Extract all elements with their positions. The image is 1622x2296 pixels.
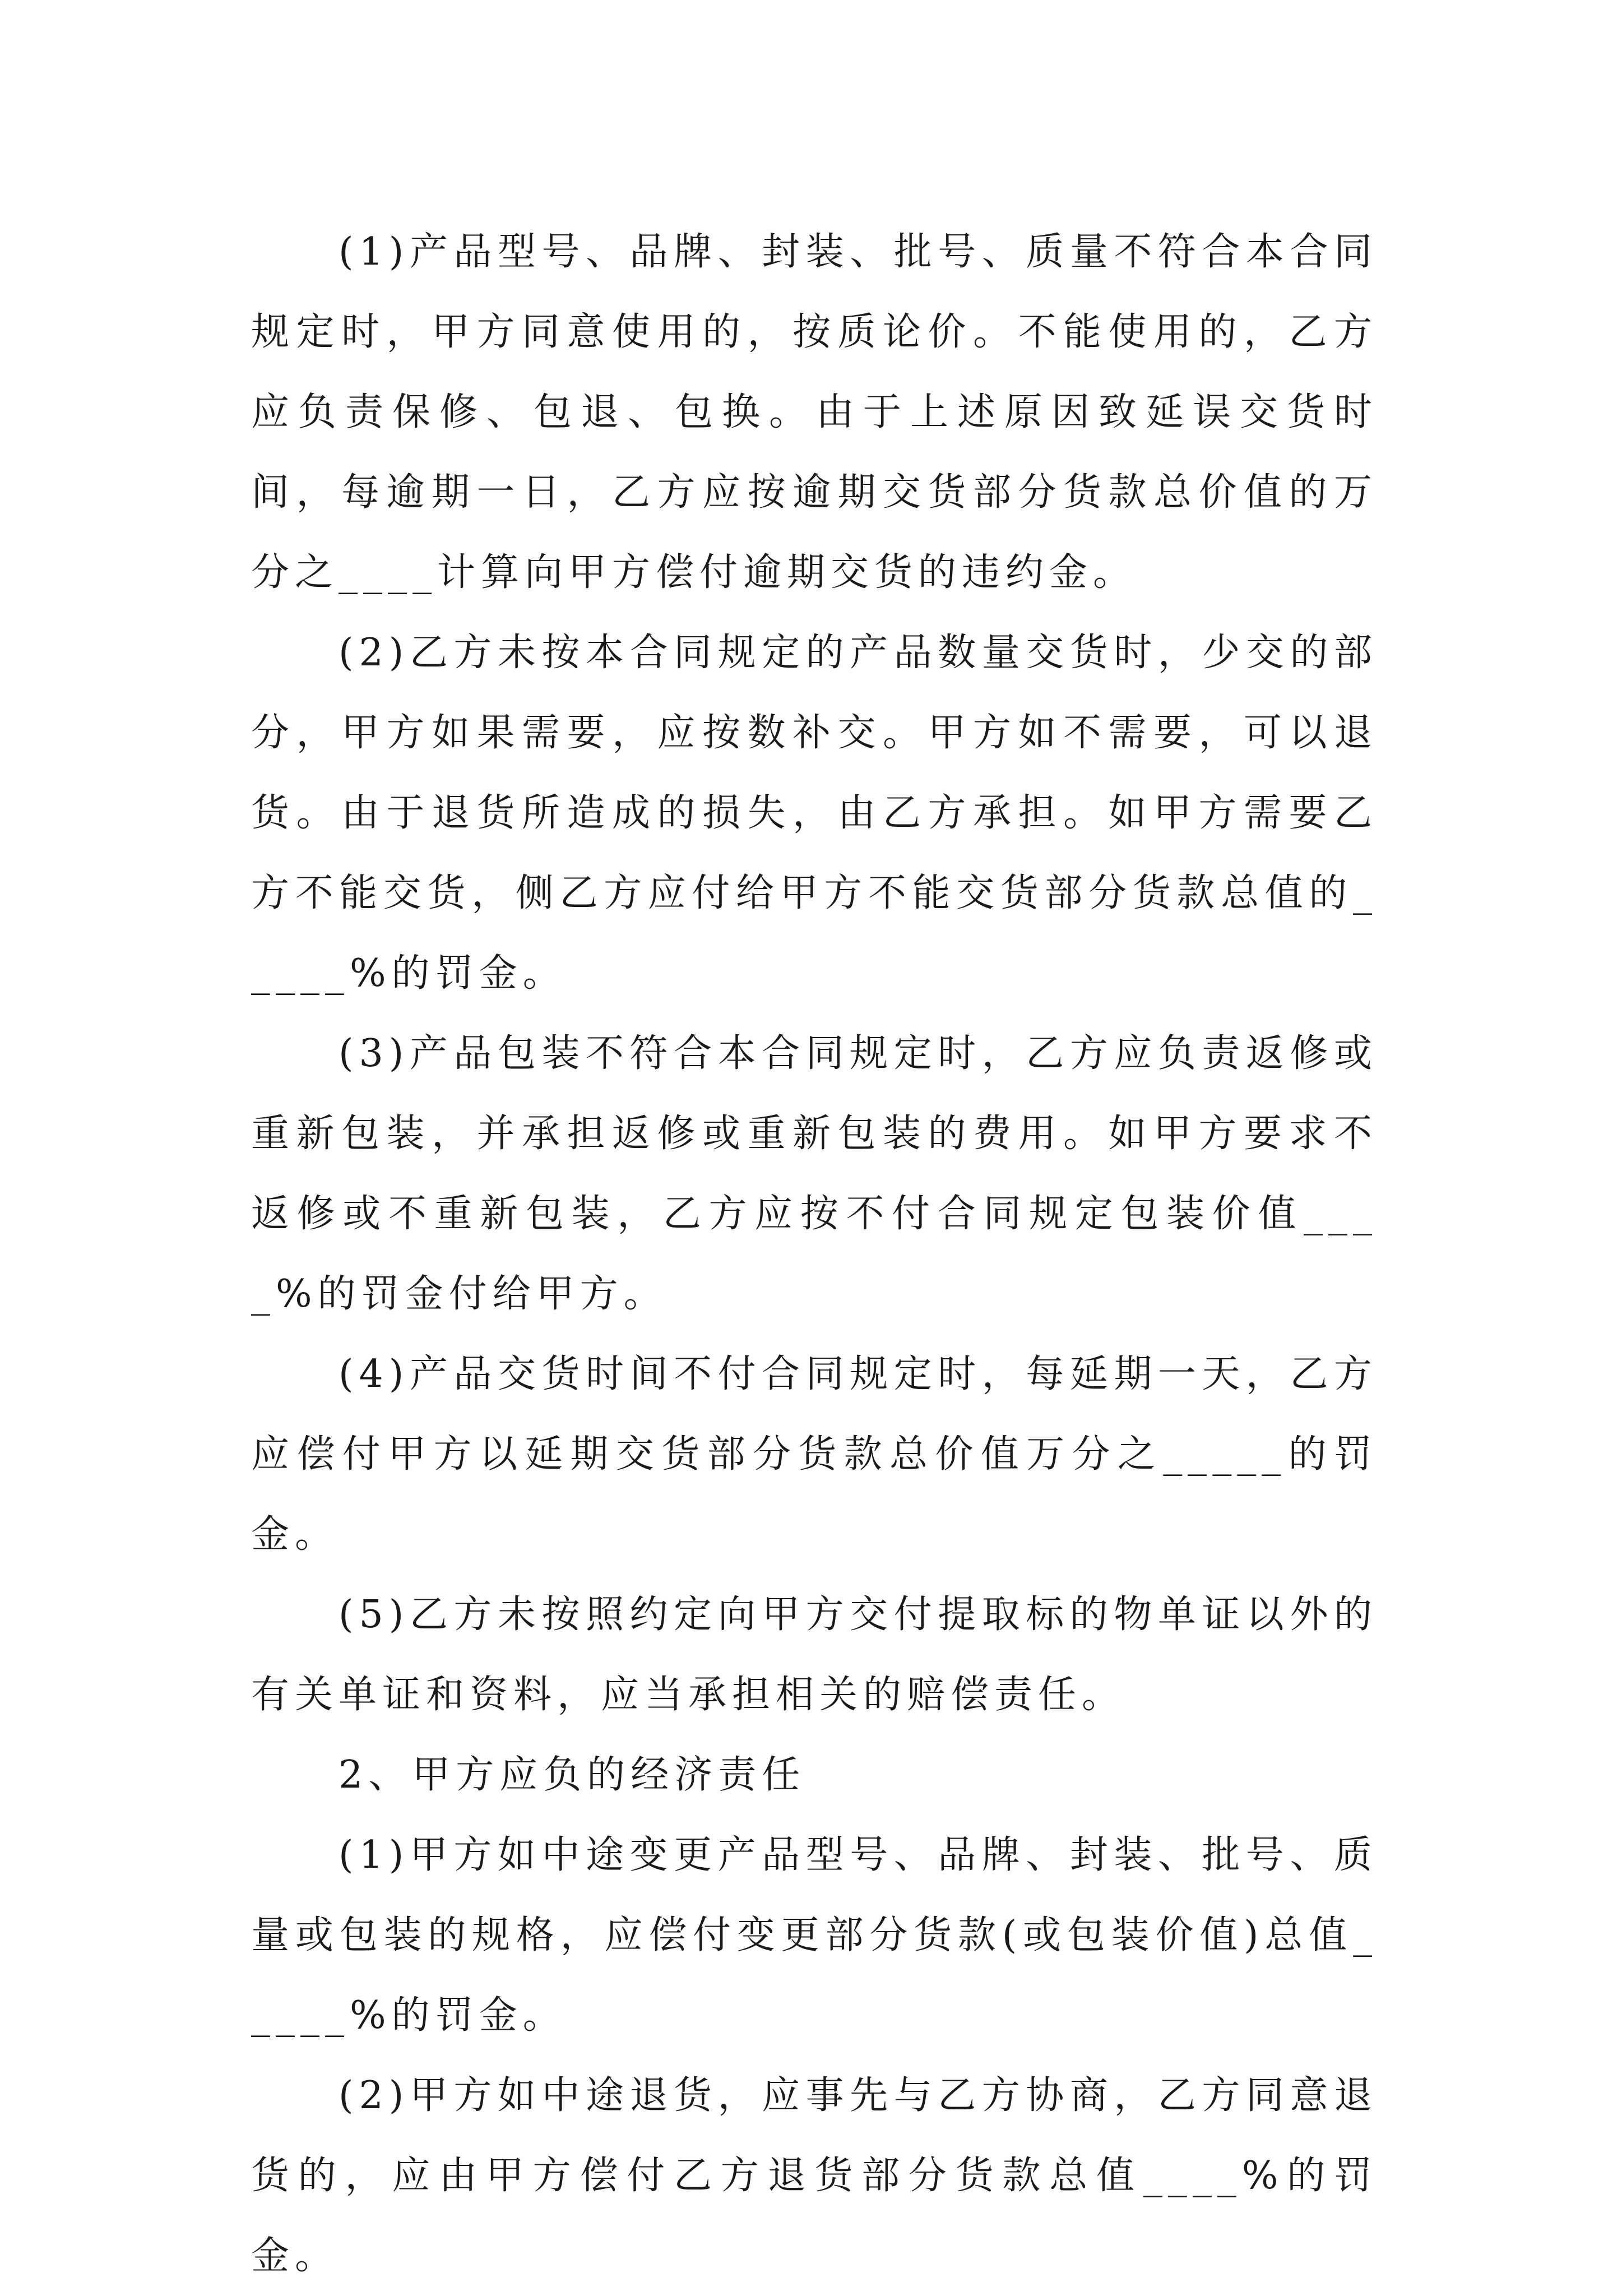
paragraph-supplier-delivery-delay-liability: (4)产品交货时间不付合同规定时，每延期一天，乙方应偿付甲方以延期交货部分货款总价值万分之_____的罚金。 <box>251 1352 1378 1557</box>
paragraph-buyer-change-liability: (1)甲方如中途变更产品型号、品牌、封装、批号、质量或包装的规格，应偿付变更部分货款(或包装价值)总值_____%的罚金。 <box>251 1833 1378 2038</box>
paragraph-supplier-packaging-liability: (3)产品包装不符合本合同规定时，乙方应负责返修或重新包装，并承担返修或重新包装的费用。如甲方要求不返修或不重新包装，乙方应按不付合同规定包装价值____%的罚金付给甲方。 <box>251 1031 1378 1316</box>
paragraph-supplier-quantity-liability: (2)乙方未按本合同规定的产品数量交货时，少交的部分，甲方如果需要，应按数补交。甲方如不需要，可以退货。由于退货所造成的损失，由乙方承担。如甲方需要乙方不能交货，侧乙方应付给甲方不能交货部分货款总值的_____%的罚金。 <box>251 631 1378 996</box>
paragraph-buyer-return-liability: (2)甲方如中途退货，应事先与乙方协商，乙方同意退货的，应由甲方偿付乙方退货部分货款总值____%的罚金。 <box>251 2073 1378 2278</box>
section-heading-buyer-liability: 2、甲方应负的经济责任 <box>339 1753 806 1797</box>
paragraph-supplier-documents-liability: (5)乙方未按照约定向甲方交付提取标的物单证以外的有关单证和资料，应当承担相关的赔偿责任。 <box>251 1593 1378 1717</box>
document-body <box>251 212 1378 2296</box>
paragraph-supplier-quality-liability: (1)产品型号、品牌、封装、批号、质量不符合本合同规定时，甲方同意使用的，按质论价。不能使用的，乙方应负责保修、包退、包换。由于上述原因致延误交货时间，每逾期一日，乙方应按逾期交货部分货款总价值的万分之____计算向甲方偿付逾期交货的违约金。 <box>251 230 1378 595</box>
